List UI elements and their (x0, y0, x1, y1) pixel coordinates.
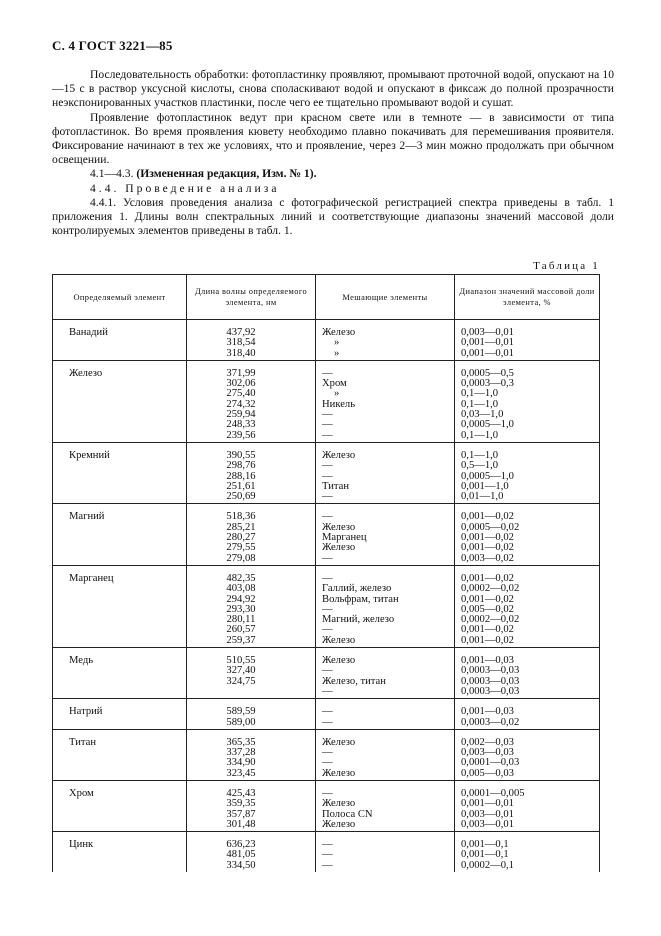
table-row (53, 648, 600, 699)
wavelength-cell (187, 442, 316, 503)
interfering-value: — (322, 419, 333, 431)
element-name: Железо (69, 367, 103, 379)
range-value: 0,001—0,03 (461, 706, 514, 718)
element-group (53, 729, 600, 780)
range-value: 0,1—1,0 (461, 388, 499, 400)
element-name: Натрий (69, 706, 103, 718)
wavelength-value: 357,87 (226, 808, 256, 820)
interfering-value: — (322, 460, 333, 472)
element-name-cell (53, 699, 187, 730)
wavelength-value: 260,57 (226, 624, 256, 636)
table-row (53, 504, 600, 565)
range-value: 0,001—0,02 (461, 624, 514, 636)
element-name-cell (53, 442, 187, 503)
section-title (52, 182, 614, 196)
element-name: Магний (69, 511, 105, 523)
wavelength-value: 437,92 (226, 327, 256, 338)
wavelength-value: 280,11 (226, 614, 256, 626)
range-cell (455, 729, 600, 780)
wavelength-value: 293,30 (226, 603, 256, 615)
interfering-value: Полоса CN (322, 808, 373, 820)
range-value: 0,001—0,1 (461, 849, 509, 861)
range-value: 0,1—1,0 (461, 449, 499, 461)
range-value: 0,001—0,02 (461, 532, 514, 544)
interfering-value: Железо (322, 521, 356, 533)
interfering-value: — (322, 367, 333, 379)
range-value: 0,001—0,01 (461, 337, 514, 349)
range-value: 0,001—0,01 (461, 347, 514, 359)
table-header-row (53, 275, 600, 320)
interfering-value: Железо (322, 655, 356, 667)
interfering-cell (316, 565, 455, 647)
interfering-value: — (322, 552, 333, 564)
wavelength-value: 510,55 (226, 655, 256, 667)
table-row (53, 780, 600, 831)
range-value: 0,001—0,02 (461, 542, 514, 554)
wavelength-value: 324,75 (226, 675, 256, 687)
col-header-interfering: Мешающие элементы (316, 275, 455, 320)
wavelength-cell (187, 699, 316, 730)
range-cell (455, 565, 600, 647)
table-row (53, 729, 600, 780)
body-text (52, 68, 614, 238)
wavelength-value: 337,28 (226, 747, 256, 759)
range-value: 0,001—0,1 (461, 839, 509, 851)
range-value: 0,0001—0,005 (461, 787, 525, 799)
paragraph-processing: Последовательность обработки: фотопластинку проявляют, промывают проточной водой, опускают на 10—15 с в раствор уксусной кислоты, снова споласкивают водой и опускают в фиксаж до полной прозрачности неэкспонированных участков пластинки, после чего ее тщательно промывают водой и сушат. (52, 68, 614, 110)
section-title-text: 4.4. Проведение анализа (90, 181, 280, 195)
range-value: 0,002—0,03 (461, 736, 514, 748)
element-name-cell (53, 729, 187, 780)
interfering-cell (316, 442, 455, 503)
range-value: 0,0003—0,03 (461, 665, 520, 677)
table-row (53, 699, 600, 730)
wavelength-value: 323,45 (226, 767, 256, 779)
interfering-cell (316, 320, 455, 361)
interfering-value: Магний, железо (322, 614, 395, 626)
wavelength-value: 301,48 (226, 818, 256, 830)
range-value: 0,003—0,02 (461, 552, 514, 564)
range-cell (455, 442, 600, 503)
interfering-value: — (322, 787, 333, 799)
element-group (53, 648, 600, 699)
table-row (53, 320, 600, 361)
wavelength-cell (187, 729, 316, 780)
element-name-cell (53, 780, 187, 831)
range-value: 0,001—0,02 (461, 593, 514, 605)
range-value: 0,0005—0,02 (461, 521, 520, 533)
wavelength-cell (187, 360, 316, 442)
range-cell (455, 648, 600, 699)
paragraph-development: Проявление фотопластинок ведут при красном свете или в темноте — в зависимости от типа фотопластинок. Во время проявления кювету необходимо плавно покачивать для перемешивания проявителя. Фиксирование начинают в тех же условиях, что и проявление, через 2—3 мин можно продолжать при обычном освещении. (52, 110, 614, 167)
element-group (53, 504, 600, 565)
wavelength-value: 425,43 (226, 787, 256, 799)
range-value: 0,003—0,03 (461, 747, 514, 759)
interfering-value: » (334, 347, 340, 359)
range-value: 0,0003—0,3 (461, 378, 514, 390)
element-group (53, 699, 600, 730)
amendment-text: (Измененная редакция, Изм. № 1). (136, 167, 317, 181)
interfering-value: — (322, 491, 333, 503)
paragraph-4-4-1: 4.4.1. Условия проведения анализа с фотографической регистрацией спектра приведены в табл. 1 приложения 1. Длины волн спектральных линий и соответствующие диапазоны значений массовой доли контролируемых элементов приведены в табл. 1. (52, 195, 614, 238)
interfering-value: — (322, 624, 333, 636)
element-name-cell (53, 320, 187, 361)
wavelength-value: 250,69 (226, 491, 256, 503)
spectral-lines-table (52, 274, 600, 872)
interfering-value: — (322, 603, 333, 615)
range-value: 0,005—0,03 (461, 767, 514, 779)
range-value: 0,003—0,01 (461, 327, 514, 338)
wavelength-value: 390,55 (226, 449, 256, 461)
table-row (53, 360, 600, 442)
element-group (53, 320, 600, 361)
interfering-cell (316, 780, 455, 831)
interfering-value: Железо (322, 449, 356, 461)
wavelength-value: 359,35 (226, 798, 256, 810)
range-cell (455, 320, 600, 361)
interfering-value: Железо (322, 327, 356, 338)
wavelength-value: 518,36 (226, 511, 256, 523)
interfering-value: — (322, 757, 333, 769)
wavelength-value: 285,21 (226, 521, 256, 533)
wavelength-cell (187, 648, 316, 699)
wavelength-value (187, 687, 315, 697)
interfering-value: Железо (322, 798, 356, 810)
wavelength-value: 279,55 (226, 542, 256, 554)
interfering-value: Железо (322, 767, 356, 779)
wavelength-value: 251,61 (226, 480, 256, 492)
range-cell (455, 832, 600, 872)
element-name: Ванадий (69, 327, 108, 338)
range-value: 0,003—0,01 (461, 818, 514, 830)
range-value: 0,1—1,0 (461, 398, 499, 410)
amendment-number: 4.1—4.3. (90, 167, 134, 181)
range-value: 0,001—0,02 (461, 572, 514, 584)
element-name: Титан (69, 736, 97, 748)
wavelength-cell (187, 832, 316, 872)
element-name: Кремний (69, 449, 110, 461)
wavelength-value: 589,59 (226, 706, 256, 718)
wavelength-value: 482,35 (226, 572, 256, 584)
element-name-cell (53, 832, 187, 872)
range-value: 0,0003—0,02 (461, 716, 520, 728)
interfering-cell (316, 504, 455, 565)
interfering-value: — (322, 429, 333, 441)
range-cell (455, 699, 600, 730)
range-value: 0,0002—0,02 (461, 583, 520, 595)
interfering-cell (316, 729, 455, 780)
interfering-value: Галлий, железо (322, 583, 392, 595)
wavelength-value: 279,08 (226, 552, 256, 564)
wavelength-value: 302,06 (226, 378, 256, 390)
wavelength-value: 298,76 (226, 460, 256, 472)
interfering-value: Железо, титан (322, 675, 386, 687)
wavelength-value: 636,23 (226, 839, 256, 851)
interfering-cell (316, 648, 455, 699)
interfering-value: Железо (322, 818, 356, 830)
wavelength-value: 327,40 (226, 665, 256, 677)
interfering-value: — (322, 572, 333, 584)
element-group (53, 832, 600, 872)
element-name: Марганец (69, 572, 114, 584)
table-row (53, 832, 600, 872)
wavelength-value: 318,54 (226, 337, 256, 349)
interfering-value: — (322, 511, 333, 523)
element-group (53, 565, 600, 647)
element-name-cell (53, 504, 187, 565)
range-value: 0,0005—1,0 (461, 419, 514, 431)
wavelength-value: 589,00 (226, 716, 256, 728)
interfering-value: — (322, 849, 333, 861)
range-value: 0,0005—1,0 (461, 470, 514, 482)
range-value: 0,001—1,0 (461, 480, 509, 492)
interfering-value: Железо (322, 542, 356, 554)
element-name: Медь (69, 655, 94, 667)
table-row (53, 442, 600, 503)
range-value: 0,0002—0,02 (461, 614, 520, 626)
wavelength-value: 280,27 (226, 532, 256, 544)
wavelength-value: 365,35 (226, 736, 256, 748)
wavelength-value: 288,16 (226, 470, 256, 482)
table-row (53, 565, 600, 647)
wavelength-value: 334,50 (226, 859, 256, 871)
range-value: 0,003—0,01 (461, 808, 514, 820)
range-value: 0,0002—0,1 (461, 859, 514, 871)
interfering-value: — (322, 839, 333, 851)
interfering-cell (316, 699, 455, 730)
interfering-value: — (322, 859, 333, 871)
col-header-wavelength: Длина волны определяемого элемента, нм (187, 275, 316, 320)
range-value: 0,0001—0,03 (461, 757, 520, 769)
range-cell (455, 504, 600, 565)
interfering-value: Хром (322, 378, 347, 390)
wavelength-cell (187, 320, 316, 361)
interfering-value: — (322, 665, 333, 677)
wavelength-value: 248,33 (226, 419, 256, 431)
col-header-element: Определяемый элемент (53, 275, 187, 320)
range-value: 0,01—1,0 (461, 491, 504, 503)
range-value: 0,1—1,0 (461, 429, 499, 441)
interfering-value: — (322, 716, 333, 728)
wavelength-value: 259,37 (226, 634, 256, 646)
interfering-cell (316, 832, 455, 872)
interfering-value: Титан (322, 480, 350, 492)
element-name-cell (53, 360, 187, 442)
range-value: 0,0003—0,03 (461, 675, 520, 687)
wavelength-cell (187, 780, 316, 831)
element-name-cell (53, 648, 187, 699)
range-value: 0,001—0,03 (461, 655, 514, 667)
range-value: 0,001—0,02 (461, 634, 514, 646)
wavelength-value: 371,99 (226, 367, 256, 379)
range-value: 0,0005—0,5 (461, 367, 514, 379)
interfering-value: — (322, 409, 333, 421)
range-cell (455, 360, 600, 442)
range-value: 0,001—0,02 (461, 511, 514, 523)
interfering-value: — (322, 706, 333, 718)
element-name: Хром (69, 787, 94, 799)
element-group (53, 360, 600, 442)
interfering-value: Никель (322, 398, 356, 410)
interfering-cell (316, 360, 455, 442)
element-name: Цинк (69, 839, 94, 851)
range-value: 0,0003—0,03 (461, 685, 520, 697)
interfering-value: Марганец (322, 532, 367, 544)
table-caption: Таблица 1 (533, 260, 600, 272)
wavelength-value: 334,90 (226, 757, 256, 769)
interfering-value: — (322, 685, 333, 697)
wavelength-value: 481,05 (226, 849, 256, 861)
col-header-range: Диапазон значений массовой доли элемента, % (455, 275, 600, 320)
wavelength-value: 403,08 (226, 583, 256, 595)
interfering-value: — (322, 747, 333, 759)
range-value: 0,5—1,0 (461, 460, 499, 472)
element-name-cell (53, 565, 187, 647)
interfering-value: » (334, 388, 340, 400)
range-value: 0,005—0,02 (461, 603, 514, 615)
wavelength-cell (187, 504, 316, 565)
element-group (53, 442, 600, 503)
element-group (53, 780, 600, 831)
range-value: 0,001—0,01 (461, 798, 514, 810)
wavelength-value: 294,92 (226, 593, 256, 605)
interfering-value: Железо (322, 736, 356, 748)
wavelength-value: 239,56 (226, 429, 256, 441)
interfering-value: » (334, 337, 340, 349)
page-header: С. 4 ГОСТ 3221—85 (52, 38, 173, 53)
interfering-value: — (322, 470, 333, 482)
amendment-note (52, 167, 614, 181)
range-cell (455, 780, 600, 831)
interfering-value: Вольфрам, титан (322, 593, 399, 605)
wavelength-value: 274,32 (226, 398, 256, 410)
wavelength-value: 275,40 (226, 388, 256, 400)
wavelength-value: 259,94 (226, 409, 256, 421)
wavelength-cell (187, 565, 316, 647)
range-value: 0,03—1,0 (461, 409, 504, 421)
wavelength-value: 318,40 (226, 347, 256, 359)
interfering-value: Железо (322, 634, 356, 646)
